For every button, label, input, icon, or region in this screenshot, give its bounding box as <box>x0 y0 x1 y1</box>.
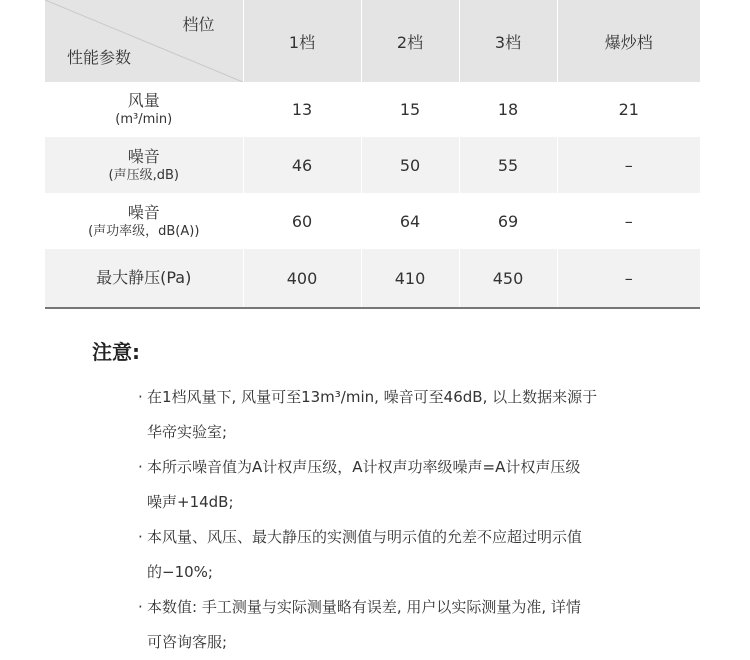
gear-axis-label: 档位 <box>182 15 215 34</box>
note-text: 本所示噪音值为A计权声压级，A计权声功率级噪声=A计权声压级 <box>147 458 581 476</box>
value-cell: 46 <box>243 137 361 193</box>
note-text: 噪声+14dB; <box>147 493 234 511</box>
value-cell: 400 <box>243 249 361 308</box>
gear-header-2: 2档 <box>361 0 459 82</box>
value-cell: 60 <box>243 193 361 249</box>
note-line <box>138 450 678 485</box>
table-row <box>45 137 700 193</box>
param-cell <box>45 193 243 249</box>
note-text: 华帝实验室; <box>147 423 228 441</box>
gear-header-1: 1档 <box>243 0 361 82</box>
param-axis-label: 性能参数 <box>67 48 132 67</box>
note-line <box>138 555 678 590</box>
param-unit: (声功率级，dB(A)) <box>88 223 200 239</box>
notes-title: 注意: <box>92 340 140 364</box>
value-cell: 64 <box>361 193 459 249</box>
param-cell <box>45 137 243 193</box>
param-name: 噪音 <box>127 202 160 222</box>
value-cell: 410 <box>361 249 459 308</box>
value-cell: 450 <box>459 249 557 308</box>
value-cell: 50 <box>361 137 459 193</box>
value-cell: 21 <box>557 82 700 137</box>
param-cell <box>45 249 243 308</box>
value-cell: 18 <box>459 82 557 137</box>
value-cell: 69 <box>459 193 557 249</box>
param-cell <box>45 82 243 137</box>
param-name: 噪音 <box>127 146 160 166</box>
bullet-dot: · <box>138 458 143 476</box>
bullet-dot: · <box>138 598 143 616</box>
param-unit: (声压级,dB) <box>108 167 179 183</box>
note-text: 本风量、风压、最大静压的实测值与明示值的允差不应超过明示值 <box>147 528 583 546</box>
bullet-dot: · <box>138 388 143 406</box>
table-row <box>45 82 700 137</box>
value-cell: 55 <box>459 137 557 193</box>
note-text: 的−10%; <box>147 563 213 581</box>
performance-table <box>45 0 700 309</box>
note-line <box>138 625 678 660</box>
gear-header-3: 3档 <box>459 0 557 82</box>
bullet-dot: · <box>138 528 143 546</box>
param-name: 最大静压(Pa) <box>96 268 192 287</box>
note-line <box>138 415 678 450</box>
table-row <box>45 249 700 308</box>
note-line <box>138 485 678 520</box>
note-text: 在1档风量下, 风量可至13m³/min, 噪音可至46dB, 以上数据来源于 <box>147 388 598 406</box>
param-name: 风量 <box>127 91 160 110</box>
gear-header-boost: 爆炒档 <box>557 0 700 82</box>
table-header-row <box>45 0 700 82</box>
note-line <box>138 590 678 625</box>
corner-header-cell <box>45 0 243 82</box>
value-cell: 15 <box>361 82 459 137</box>
notes-list <box>138 380 678 660</box>
table-row <box>45 193 700 249</box>
note-line <box>138 520 678 555</box>
note-line <box>138 380 678 415</box>
value-cell: 13 <box>243 82 361 137</box>
note-text: 可咨询客服; <box>147 633 228 651</box>
value-cell: – <box>557 137 700 193</box>
value-cell: – <box>557 249 700 308</box>
value-cell: – <box>557 193 700 249</box>
note-text: 本数值: 手工测量与实际测量略有误差, 用户以实际测量为准, 详情 <box>147 598 581 616</box>
param-unit: (m³/min) <box>115 112 173 127</box>
